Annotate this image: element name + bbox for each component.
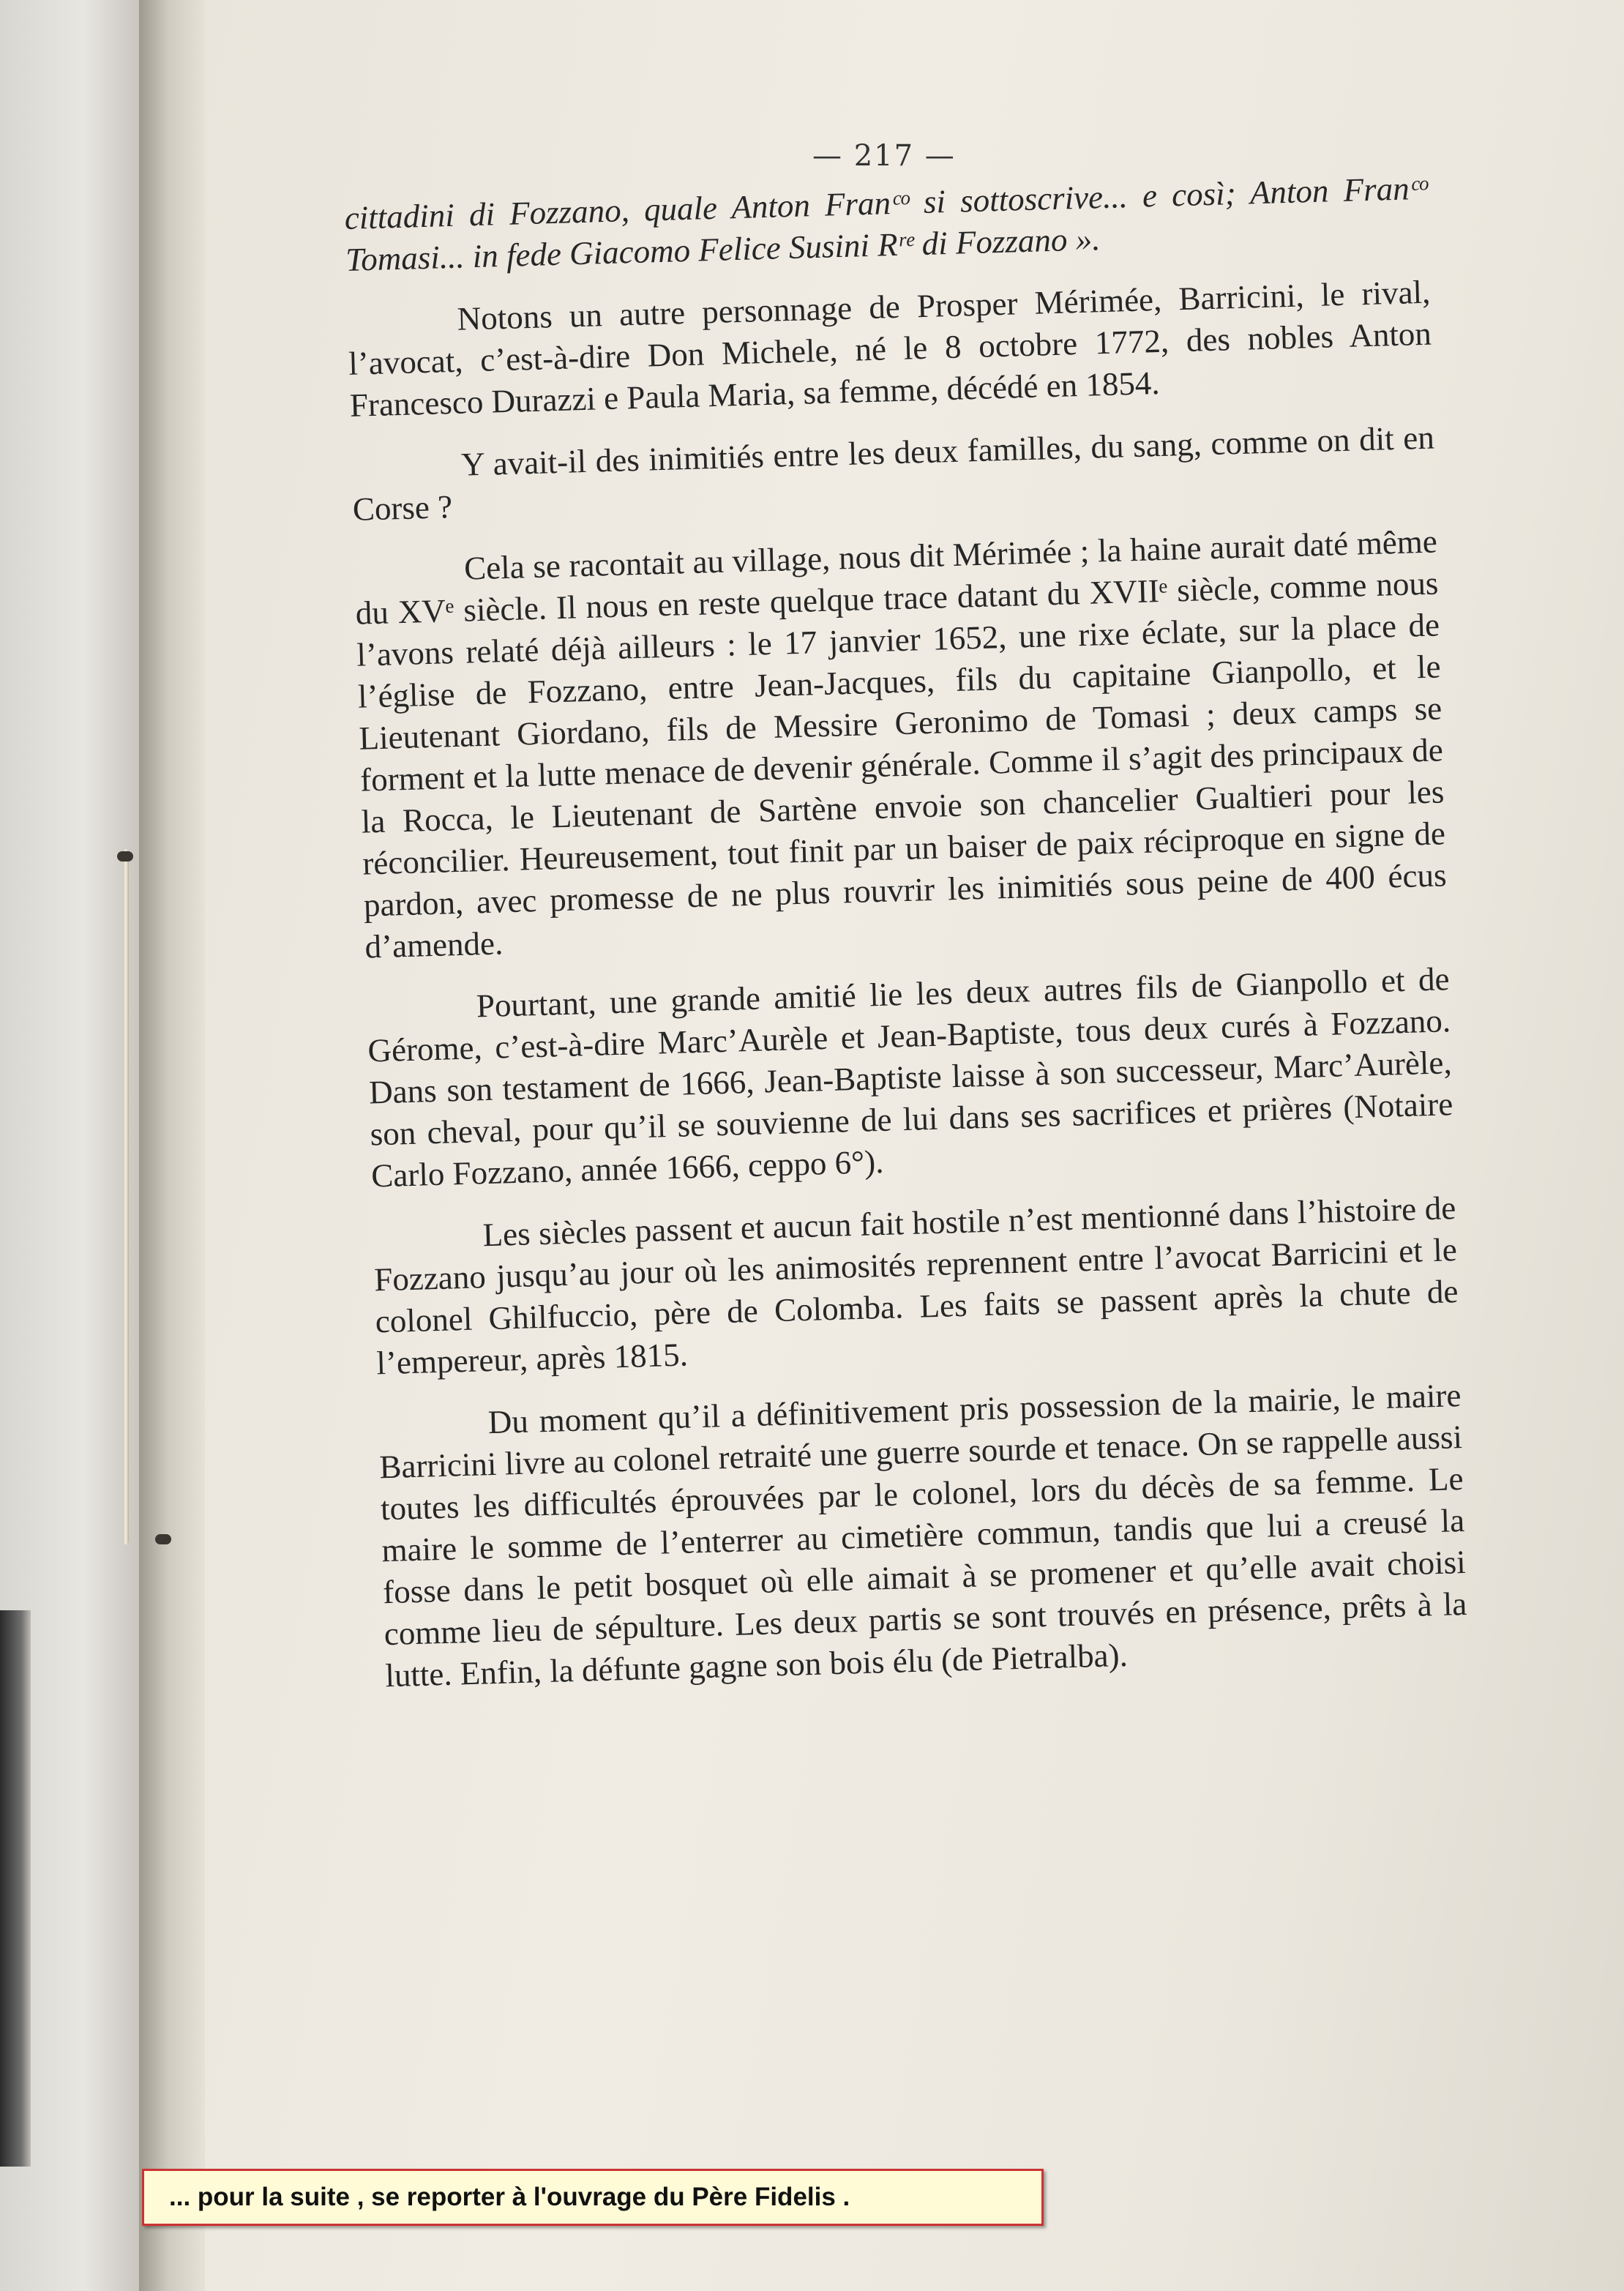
quote-paragraph: cittadini di Fozzano, quale Anton Franᶜᵒ si sottoscrive... e così; Anton Franᶜᵒ Tomasi... in fede Giacomo Felice Susini Rʳᵉ di Fozzano ». [344,169,1428,278]
continuation-note-box [142,2169,1044,2226]
paragraph-barricini: Notons un autre personnage de Prosper Mérimée, Barricini, le rival, l’avocat, c’est-à-dire Don Michele, né le 8 octobre 1772, des nobles Anton Francesco Durazzi e Paula Maria, sa femme, décédé en 1854. [348,273,1432,424]
paragraph-mairie: Du moment qu’il a définitivement pris possession de la mairie, le maire Barricini livre au colonel retraité une guerre sourde et tenace. On se rappelle aussi toutes les difficultés éprouvées par le colonel, lors du décès de sa femme. Le maire le somme de l’enterrer au cimetière commun, tandis que lui a creusé la fosse dans le petit bosquet où elle aimait à se promener et qu’elle avait choisi comme lieu de sépulture. Les deux partis se sont trouvés en présence, prêts à la lutte. Enfin, la défunte gagne son bois élu (de Pietralba). [378,1377,1467,1694]
paragraph-inimities: Y avait-il des inimitiés entre les deux familles, du sang, comme on dit en Corse ? [352,419,1435,528]
paragraph-siecles: Les siècles passent et aucun fait hostile n’est mentionné dans l’histoire de Fozzano jusqu’au jour où les animosités reprennent entre l’avocat Barricini et le colonel Ghilfuccio, père de Colomba. Les faits se passent après la chute de l’empereur, après 1815. [373,1189,1459,1382]
page-number: — 217 — [812,139,956,173]
page-text [344,168,1469,1718]
book-gutter [139,0,205,2291]
binding-thread [123,849,129,1544]
dark-page-edge [0,1610,31,2167]
binding-knot-bottom [155,1534,171,1544]
binding-knot-top [117,851,133,862]
paragraph-amitie: Pourtant, une grande amitié lie les deux autres fils de Gianpollo et de Gérome, c’est-à-dire Marc’Aurèle et Jean-Baptiste, tous deux curés à Fozzano. Dans son testament de 1666, Jean-Baptiste laisse à son successeur, Marc’Aurèle, son cheval, pour qu’il se souvienne de lui dans ses sacrifices et prières (Notaire Carlo Fozzano, année 1666, ceppo 6°). [367,960,1453,1195]
continuation-note-text: ... pour la suite , se reporter à l'ouvrage du Père Fidelis . [169,2183,850,2211]
paragraph-rixe-1652: Cela se racontait au village, nous dit Mérimée ; la haine aurait daté même du XVᵉ siècle. Il nous en reste quelque trace datant du XVIIᵉ siècle, comme nous l’avons relaté déjà ailleurs : le 17 janvier 1652, une rixe éclate, sur la place de l’église de Fozzano, entre Jean-Jacques, fils du capitaine Gianpollo, et le Lieutenant Giordano, fils de Messire Geronimo de Tomasi ; deux camps se forment et la lutte menace de devenir générale. Comme il s’agit des principaux de la Rocca, le Lieutenant de Sartène envoie son chancelier Gualtieri pour les réconcilier. Heureusement, tout finit par un baiser de paix réciproque en signe de pardon, avec promesse de ne plus rouvrir les inimitiés sous peine de 400 écus d’amende. [355,523,1448,965]
